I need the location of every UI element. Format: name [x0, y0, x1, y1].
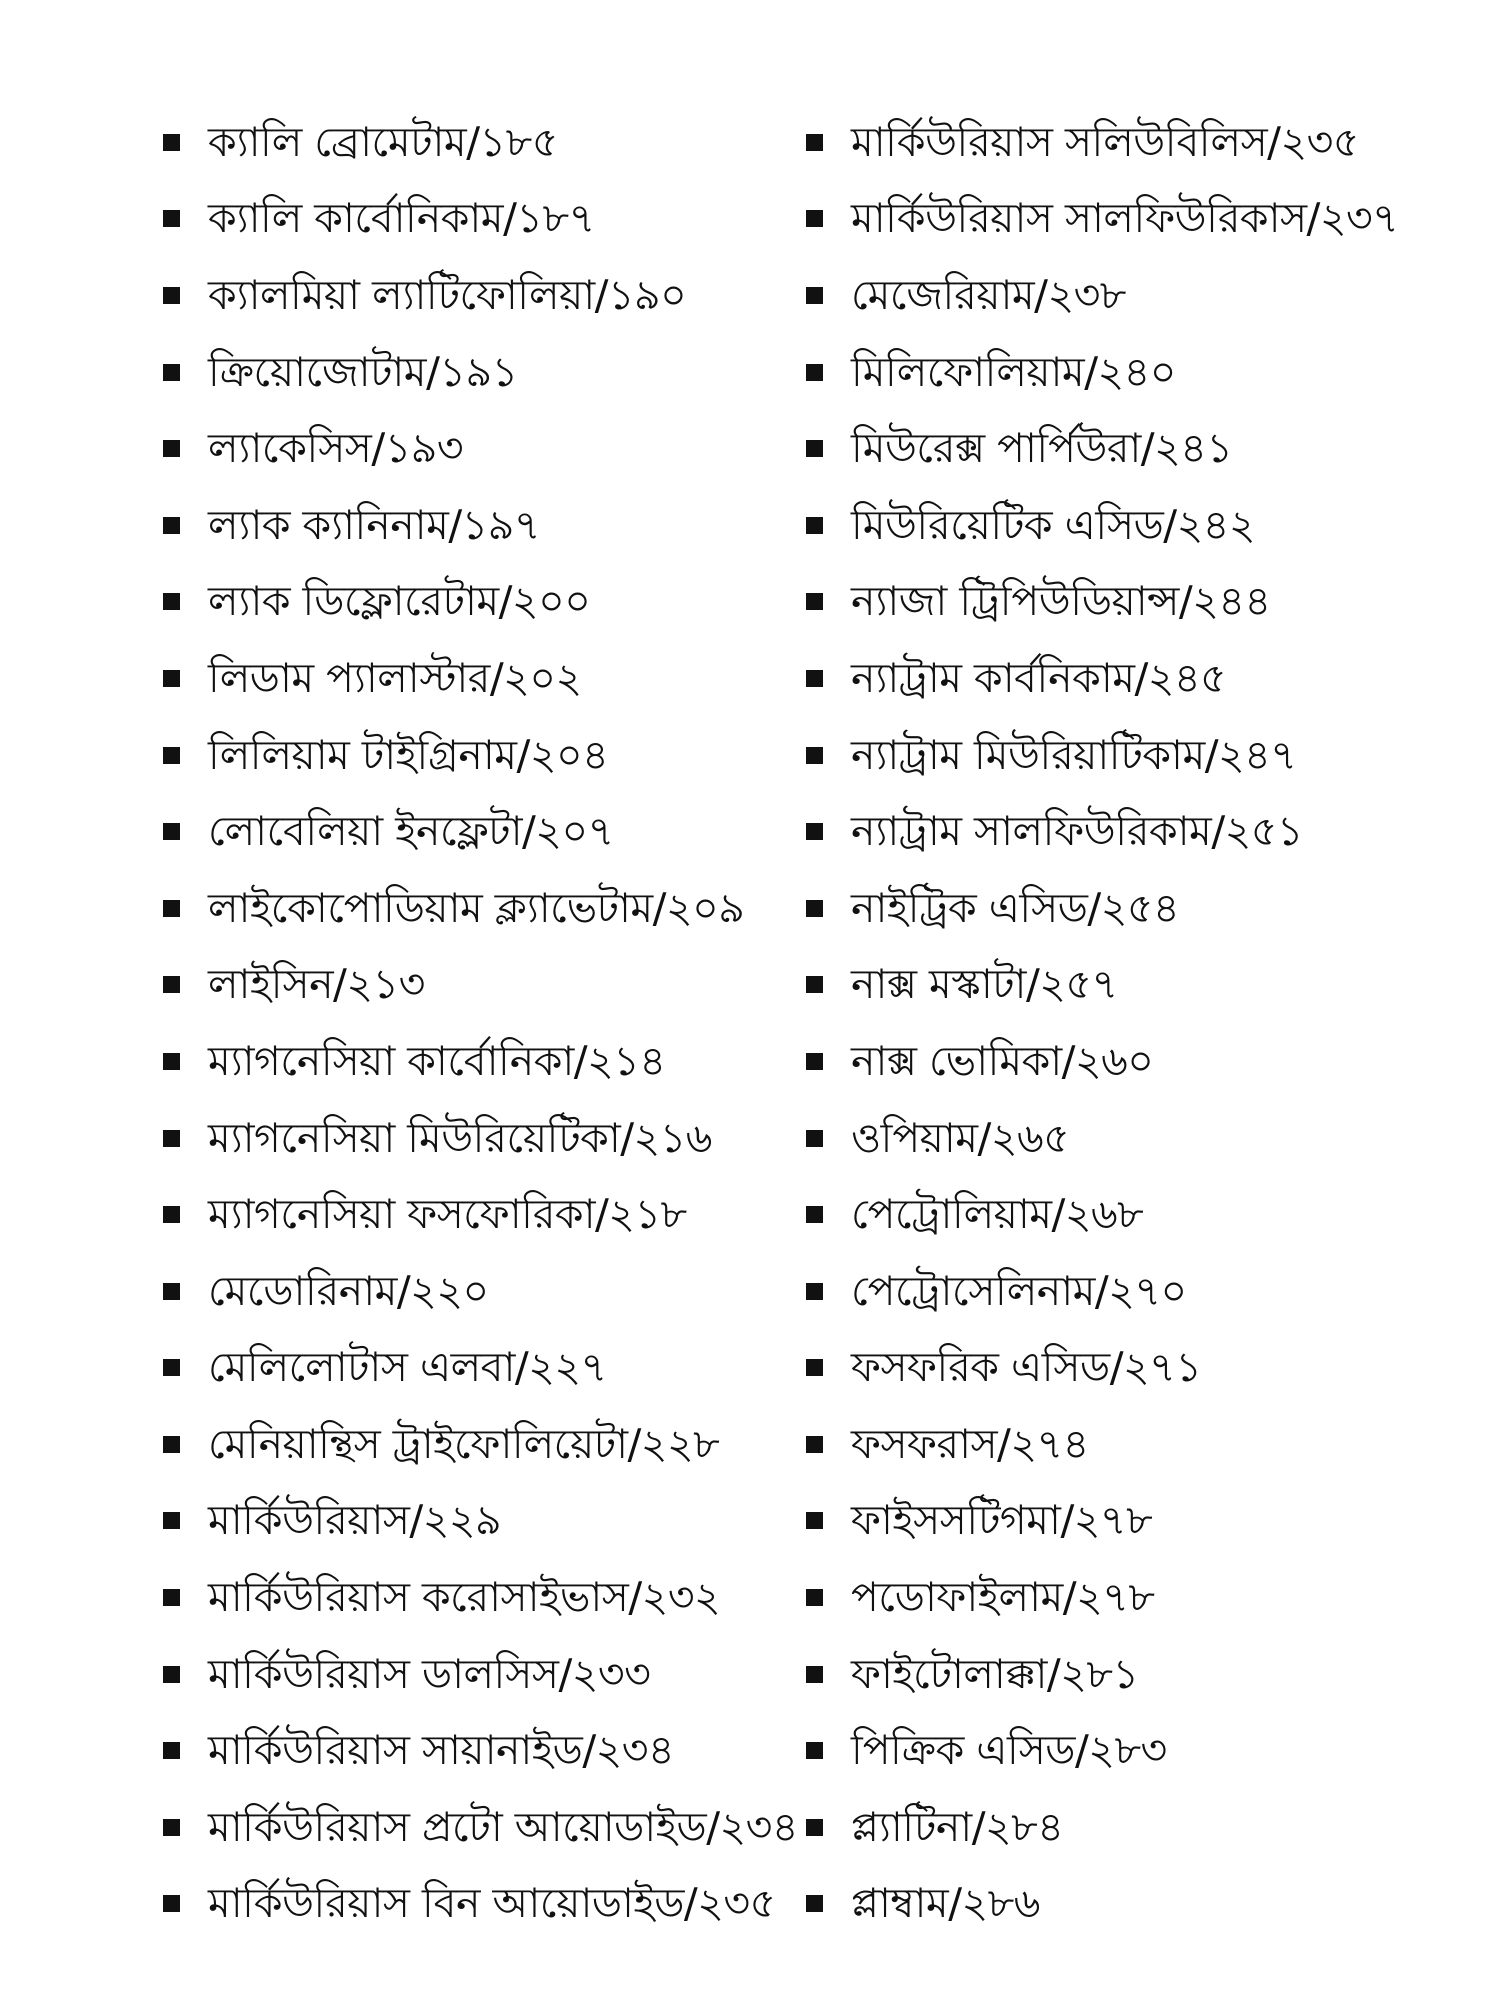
square-bullet-icon	[806, 287, 823, 304]
square-bullet-icon	[806, 134, 823, 151]
square-bullet-icon	[806, 900, 823, 917]
entry-text: ন্যাজা ট্রিপিউডিয়ান্স/২৪৪	[851, 577, 1271, 626]
square-bullet-icon	[163, 134, 180, 151]
entry-text: ওপিয়াম/২৬৫	[851, 1113, 1070, 1162]
entry-text: মেলিলোটাস এলবা/২২৭	[208, 1343, 607, 1392]
entry-text: ম্যাগনেসিয়া কার্বোনিকা/২১৪	[208, 1036, 666, 1085]
index-entry	[806, 1253, 1446, 1330]
entry-text: ল্যাক ডিফ্লোরেটাম/২০০	[208, 577, 591, 626]
square-bullet-icon	[163, 1436, 180, 1453]
square-bullet-icon	[806, 1666, 823, 1683]
entry-text: পিক্রিক এসিড/২৮৩	[851, 1726, 1167, 1775]
entry-text: মেডোরিনাম/২২০	[208, 1266, 489, 1315]
index-entry	[163, 1789, 798, 1866]
entry-text: ম্যাগনেসিয়া মিউরিয়েটিকা/২১৬	[208, 1113, 712, 1162]
index-entry	[806, 947, 1446, 1024]
square-bullet-icon	[163, 1283, 180, 1300]
square-bullet-icon	[806, 1053, 823, 1070]
entry-text: ক্যালমিয়া ল্যাটিফোলিয়া/১৯০	[208, 270, 687, 319]
entry-text: ফাইসসটিগমা/২৭৮	[851, 1496, 1153, 1545]
entry-text: লিডাম প্যালাস্টার/২০২	[208, 653, 582, 702]
square-bullet-icon	[806, 1742, 823, 1759]
entry-text: পডোফাইলাম/২৭৮	[851, 1573, 1155, 1622]
square-bullet-icon	[806, 1819, 823, 1836]
index-entry	[163, 181, 763, 258]
index-entry	[163, 257, 763, 334]
square-bullet-icon	[806, 1436, 823, 1453]
index-entry	[806, 181, 1446, 258]
entry-text: নাক্স মস্কাটা/২৫৭	[851, 960, 1118, 1009]
square-bullet-icon	[163, 823, 180, 840]
square-bullet-icon	[163, 670, 180, 687]
square-bullet-icon	[163, 210, 180, 227]
square-bullet-icon	[806, 1130, 823, 1147]
index-entry	[163, 334, 763, 411]
entry-text: মিউরেক্স পার্পিউরা/২৪১	[851, 424, 1233, 473]
index-entry	[163, 717, 763, 794]
square-bullet-icon	[806, 1895, 823, 1912]
entry-text: ল্যাকেসিস/১৯৩	[208, 424, 464, 473]
entry-text: ক্যালি কার্বোনিকাম/১৮৭	[208, 194, 595, 243]
entry-text: ম্যাগনেসিয়া ফসফোরিকা/২১৮	[208, 1190, 687, 1239]
square-bullet-icon	[163, 593, 180, 610]
entry-text: পেট্রোলিয়াম/২৬৮	[851, 1190, 1144, 1239]
square-bullet-icon	[163, 1819, 180, 1836]
entry-text: নাক্স ভোমিকা/২৬০	[851, 1036, 1154, 1085]
index-entry	[806, 410, 1446, 487]
index-entry	[163, 1023, 763, 1100]
index-entry	[163, 1100, 763, 1177]
index-entry	[163, 1330, 763, 1407]
index-entry	[163, 1483, 763, 1560]
square-bullet-icon	[806, 517, 823, 534]
square-bullet-icon	[163, 287, 180, 304]
square-bullet-icon	[163, 1053, 180, 1070]
square-bullet-icon	[806, 1589, 823, 1606]
square-bullet-icon	[163, 900, 180, 917]
entry-text: মার্কিউরিয়াস বিন আয়োডাইড/২৩৫	[208, 1879, 776, 1928]
square-bullet-icon	[806, 1206, 823, 1223]
index-entry	[163, 1559, 763, 1636]
index-entry	[806, 1712, 1446, 1789]
entry-text: প্লাম্বাম/২৮৬	[851, 1879, 1040, 1928]
index-entry	[163, 870, 763, 947]
square-bullet-icon	[806, 823, 823, 840]
left-index-column	[163, 104, 798, 1942]
index-entry	[806, 1636, 1446, 1713]
index-entry	[806, 1330, 1446, 1407]
square-bullet-icon	[806, 593, 823, 610]
index-entry	[163, 1176, 763, 1253]
index-entry	[806, 1406, 1446, 1483]
index-entry	[806, 487, 1446, 564]
entry-text: ন্যাট্রাম কার্বনিকাম/২৪৫	[851, 653, 1227, 702]
square-bullet-icon	[163, 1512, 180, 1529]
square-bullet-icon	[163, 1895, 180, 1912]
index-entry	[806, 1866, 1446, 1943]
index-entry	[806, 334, 1446, 411]
index-entry	[806, 1023, 1446, 1100]
square-bullet-icon	[163, 1742, 180, 1759]
entry-text: ক্রিয়োজোটাম/১৯১	[208, 347, 518, 396]
entry-text: মার্কিউরিয়াস প্রটো আয়োডাইড/২৩৪	[208, 1802, 798, 1851]
entry-text: মার্কিউরিয়াস সালফিউরিকাস/২৩৭	[851, 194, 1399, 243]
index-entry	[163, 1253, 763, 1330]
index-entry	[163, 1636, 763, 1713]
right-index-column	[806, 104, 1446, 1942]
entry-text: ন্যাট্রাম সালফিউরিকাম/২৫১	[851, 807, 1304, 856]
square-bullet-icon	[806, 976, 823, 993]
entry-text: মার্কিউরিয়াস সায়ানাইড/২৩৪	[208, 1726, 675, 1775]
square-bullet-icon	[806, 210, 823, 227]
index-entry	[163, 793, 763, 870]
entry-text: মেজেরিয়াম/২৩৮	[851, 270, 1126, 319]
index-entry	[806, 257, 1446, 334]
entry-text: ফাইটোলাক্কা/২৮১	[851, 1649, 1139, 1698]
square-bullet-icon	[806, 1512, 823, 1529]
index-entry	[806, 640, 1446, 717]
index-entry	[806, 1789, 1446, 1866]
index-entry	[806, 1100, 1446, 1177]
index-entry	[806, 104, 1446, 181]
square-bullet-icon	[806, 1359, 823, 1376]
square-bullet-icon	[806, 1283, 823, 1300]
index-entry	[163, 947, 763, 1024]
entry-text: লোবেলিয়া ইনফ্লেটা/২০৭	[208, 807, 614, 856]
square-bullet-icon	[163, 1589, 180, 1606]
entry-text: মার্কিউরিয়াস সলিউবিলিস/২৩৫	[851, 117, 1359, 166]
index-entry	[806, 1559, 1446, 1636]
entry-text: নাইট্রিক এসিড/২৫৪	[851, 883, 1180, 932]
index-entry	[806, 870, 1446, 947]
index-entry	[163, 1866, 776, 1943]
index-entry	[806, 1483, 1446, 1560]
square-bullet-icon	[163, 747, 180, 764]
entry-text: মার্কিউরিয়াস করোসাইভাস/২৩২	[208, 1573, 721, 1622]
entry-text: লাইসিন/২১৩	[208, 960, 425, 1009]
entry-text: ল্যাক ক্যানিনাম/১৯৭	[208, 500, 541, 549]
index-entry	[163, 564, 763, 641]
entry-text: লাইকোপোডিয়াম ক্ল্যাভেটাম/২০৯	[208, 883, 745, 932]
square-bullet-icon	[163, 517, 180, 534]
square-bullet-icon	[163, 1359, 180, 1376]
entry-text: ন্যাট্রাম মিউরিয়াটিকাম/২৪৭	[851, 730, 1297, 779]
entry-text: মিলিফোলিয়াম/২৪০	[851, 347, 1176, 396]
entry-text: ক্যালি ব্রোমেটাম/১৮৫	[208, 117, 558, 166]
index-entry	[163, 487, 763, 564]
entry-text: লিলিয়াম টাইগ্রিনাম/২০৪	[208, 730, 609, 779]
square-bullet-icon	[163, 1206, 180, 1223]
index-entry	[163, 104, 763, 181]
index-entry	[806, 1176, 1446, 1253]
index-entry	[163, 410, 763, 487]
entry-text: মার্কিউরিয়াস/২২৯	[208, 1496, 502, 1545]
entry-text: প্ল্যাটিনা/২৮৪	[851, 1802, 1064, 1851]
entry-text: ফসফরিক এসিড/২৭১	[851, 1343, 1202, 1392]
square-bullet-icon	[806, 747, 823, 764]
index-entry	[163, 640, 763, 717]
index-entry	[806, 793, 1446, 870]
square-bullet-icon	[806, 364, 823, 381]
square-bullet-icon	[163, 440, 180, 457]
entry-text: পেট্রোসেলিনাম/২৭০	[851, 1266, 1187, 1315]
square-bullet-icon	[163, 1666, 180, 1683]
index-entry	[806, 717, 1446, 794]
entry-text: মেনিয়ান্থিস ট্রাইফোলিয়েটা/২২৮	[208, 1419, 720, 1468]
index-entry	[163, 1712, 763, 1789]
square-bullet-icon	[163, 976, 180, 993]
entry-text: মিউরিয়েটিক এসিড/২৪২	[851, 500, 1256, 549]
entry-text: ফসফরাস/২৭৪	[851, 1419, 1089, 1468]
index-entry	[163, 1406, 763, 1483]
index-entry	[806, 564, 1446, 641]
square-bullet-icon	[163, 364, 180, 381]
square-bullet-icon	[806, 440, 823, 457]
square-bullet-icon	[163, 1130, 180, 1147]
entry-text: মার্কিউরিয়াস ডালসিস/২৩৩	[208, 1649, 651, 1698]
square-bullet-icon	[806, 670, 823, 687]
